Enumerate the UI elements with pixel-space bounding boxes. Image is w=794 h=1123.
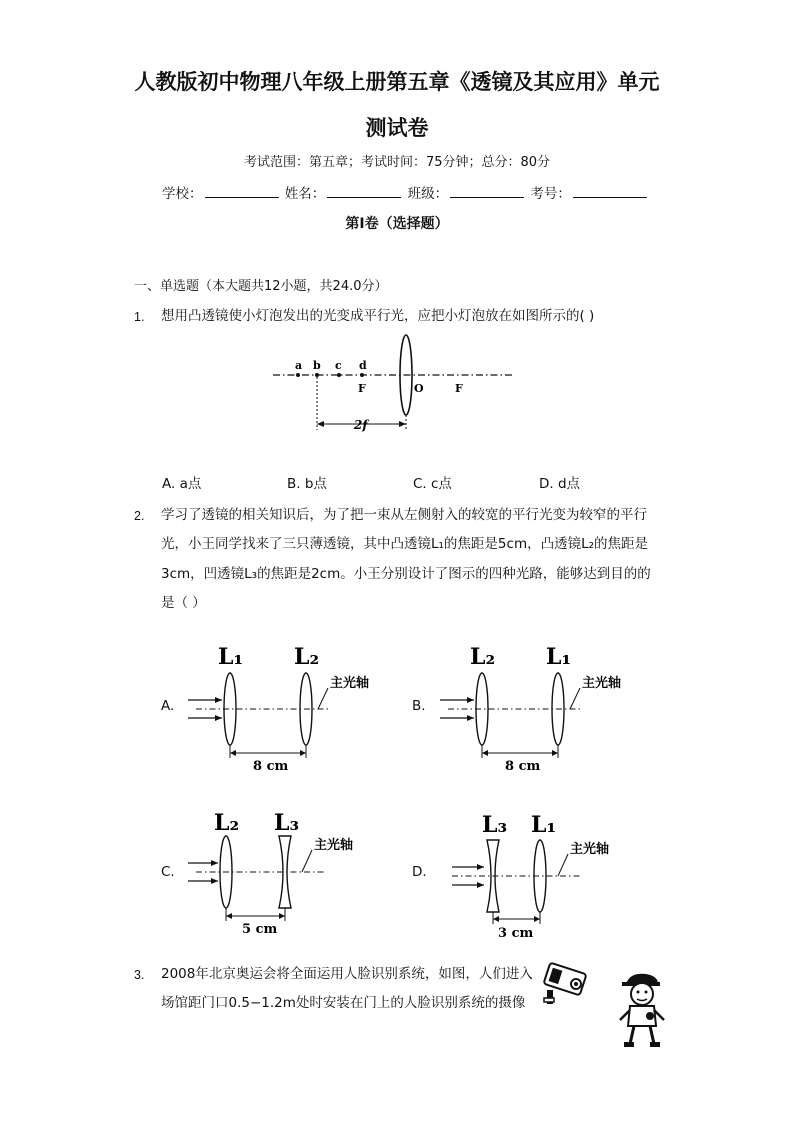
distance-label: 8 cm	[253, 759, 289, 774]
label-d: d	[359, 359, 367, 372]
question-text: 想用凸透镜使小灯泡发出的光变成平行光，应把小灯泡放在如图所示的( )	[161, 308, 595, 324]
name-blank[interactable]	[327, 185, 401, 198]
dim-arrowhead-left	[230, 750, 236, 756]
q2-option-b[interactable]: B.	[412, 698, 426, 714]
school-label: 学校：	[162, 186, 203, 202]
lens-label-right: L₂	[294, 644, 320, 670]
q1-option-b[interactable]: B. b点	[287, 476, 327, 492]
q1-option-a[interactable]: A. a点	[162, 476, 202, 492]
dim-arrowhead-right	[552, 750, 558, 756]
q3-text-line2: 场馆距门口0.5−1.2m处时安装在门上的人脸识别系统的摄像	[161, 995, 526, 1011]
lens-label-right: L₃	[274, 810, 300, 836]
point-c	[337, 373, 341, 377]
axis-leader	[318, 688, 328, 709]
axis-leader	[558, 854, 568, 876]
q2-text-line1: 学习了透镜的相关知识后，为了把一束从左侧射入的较宽的平行光变为较窄的平行	[161, 507, 647, 523]
question-number: 2.	[134, 509, 145, 523]
q2-option-a[interactable]: A.	[161, 698, 175, 714]
lens-label-left: L₃	[482, 812, 508, 838]
ray-bottom-arrow	[467, 715, 474, 721]
distance-label: 3 cm	[498, 926, 534, 941]
lens-label-right: L₁	[546, 644, 572, 670]
ray-bottom-arrow	[211, 878, 218, 884]
question-number: 3.	[134, 968, 145, 982]
distance-label: 8 cm	[505, 759, 541, 774]
page-title-line1: 人教版初中物理八年级上册第五章《透镜及其应用》单元	[134, 70, 660, 94]
q3-text-line1: 2008年北京奥运会将全面运用人脸识别系统，如图，人们进入	[161, 966, 533, 982]
label-o: O	[414, 382, 424, 395]
volume-title: 第I卷（选择题）	[345, 216, 449, 232]
school-blank[interactable]	[205, 185, 279, 198]
exam-number-label: 考号：	[530, 186, 571, 202]
axis-label: 主光轴	[582, 676, 622, 691]
ray-bottom-arrow	[215, 715, 222, 721]
distance-label: 5 cm	[242, 922, 278, 937]
dim-arrowhead-left	[317, 421, 324, 427]
q2-text-line4: 是（ ）	[161, 595, 206, 611]
dim-arrowhead-right	[534, 916, 540, 922]
axis-label: 主光轴	[314, 838, 354, 853]
question-number: 1.	[134, 310, 145, 324]
ray-top-arrow	[477, 864, 484, 870]
q2-figure-a	[180, 636, 400, 776]
ray-top-arrow	[211, 860, 218, 866]
q2-text-line3: 3cm，凹透镜L₃的焦距是2cm。小王分别设计了图示的四种光路，能够达到目的的	[161, 566, 651, 582]
label-f-right: F	[455, 382, 463, 395]
axis-label: 主光轴	[330, 676, 370, 691]
section-heading: 一、单选题（本大题共12小题，共24.0分）	[134, 279, 388, 294]
lens-label-left: L₁	[218, 644, 244, 670]
q2-figure-c	[180, 804, 400, 944]
class-label: 班级：	[407, 186, 449, 202]
q2-text-line2: 光，小王同学找来了三只薄透镜，其中凸透镜L₁的焦距是5cm，凸透镜L₂的焦距是	[161, 536, 649, 552]
label-b: b	[313, 359, 321, 372]
ray-top-arrow	[215, 697, 222, 703]
person-illustration-icon	[618, 970, 666, 1050]
student-info-row	[162, 182, 649, 202]
axis-label: 主光轴	[570, 842, 610, 857]
q2-option-c[interactable]: C.	[161, 864, 175, 880]
q2-figure-d	[432, 804, 652, 944]
name-label: 姓名：	[284, 186, 326, 202]
ray-bottom-arrow	[477, 882, 484, 888]
label-c: c	[335, 359, 342, 372]
point-a	[296, 373, 300, 377]
q2-figure-b	[432, 636, 652, 776]
ray-top-arrow	[467, 697, 474, 703]
exam-number-blank[interactable]	[573, 185, 647, 198]
class-blank[interactable]	[450, 185, 524, 198]
exam-info: 考试范围：第五章；考试时间：75分钟；总分：80分	[243, 155, 551, 170]
face-recognition-camera-icon	[540, 960, 596, 1008]
point-b	[315, 373, 319, 377]
page-title-line2: 测试卷	[365, 116, 429, 140]
dim-arrowhead-right	[399, 421, 406, 427]
dim-arrowhead-left	[493, 916, 499, 922]
dim-arrowhead-right	[300, 750, 306, 756]
dim-arrowhead-left	[226, 913, 232, 919]
dim-arrowhead-left	[482, 750, 488, 756]
label-a: a	[295, 359, 303, 372]
label-2f: 2f	[354, 418, 368, 432]
lens-label-right: L₁	[531, 812, 557, 838]
q2-option-d[interactable]: D.	[412, 864, 427, 880]
point-d	[360, 373, 364, 377]
label-f-left: F	[358, 382, 366, 395]
lens-label-left: L₂	[470, 644, 496, 670]
q1-option-d[interactable]: D. d点	[539, 476, 581, 492]
dim-arrowhead-right	[279, 913, 285, 919]
axis-leader	[570, 688, 580, 709]
q1-option-c[interactable]: C. c点	[413, 476, 452, 492]
lens-label-left: L₂	[214, 810, 240, 836]
axis-leader	[302, 850, 312, 872]
q1-lens-diagram	[265, 330, 525, 440]
